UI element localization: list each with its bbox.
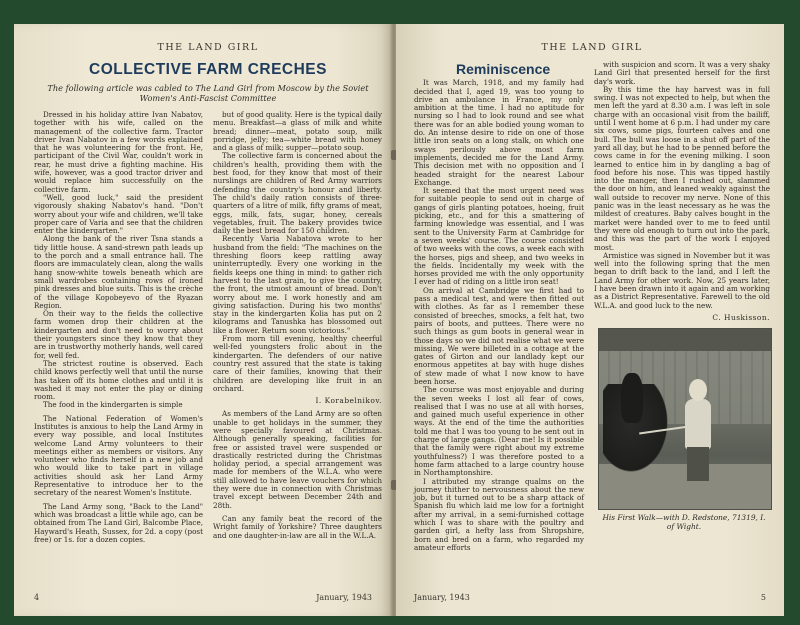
paragraph: The course was most enjoyable and during the seven weeks I lost all fear of cows, realised that I was no use at all with horses, and gained much useful experience in other ways. At the end of the time the authorities told me that I was too young to be sent out in charge of large gangs. (Dear me! Is it possible that the family were right about my extreme youthfulness?) I was therefore posted to a home farm attached to a large country house in Northamptonshire.: [414, 385, 584, 478]
paragraph: but of good quality. Here is the typical daily menu. Breakfast—a glass of milk and white bread; dinner—meat, potato soup, milk porridge, jelly; tea—white bread with honey and a glass of milk; supper—potato soup.: [213, 110, 382, 153]
running-head: THE LAND GIRL: [157, 42, 259, 53]
article-intro: The following article was cabled to The Land Girl from Moscow by the Soviet Women's Anti-Fascist Committee: [47, 83, 369, 103]
land-girl-photo: [598, 328, 772, 510]
page-number: 5: [760, 593, 766, 602]
photo-girl: [685, 399, 711, 449]
paragraph: By this time the hay harvest was in full swing. I was not expected to help, but when the men left the yard at 8.30 a.m. I was left in sole charge with an occasional visit from the bailiff, until I went home at 6 p.m. I had under my care six cows, some pigs, fourteen calves and one bull. The bull was loose in a shut off part of the yard all day, but he had to be penned before the cows came in for the evening milking. I soon learned to entice him in by dangling a bag of food before his nose. This was tipped hastily into the manger, then I rushed out, slammed the door on him, and leaned weakly against the wall outside to recover my nerve. None of this panic was in the least necessary as he was the mildest of creatures. Baby calves bought in the market were handed over to me to feed until they were old enough to turn out into the park, and this was the part of the work I enjoyed most.: [594, 84, 770, 252]
column-2: [594, 61, 770, 552]
author-signature: I. Korabelnikov.: [315, 396, 382, 406]
page-number: 4: [34, 593, 40, 602]
paragraph: Armistice was signed in November but it was well into the following spring that the men began to drift back to the land, and I left the Land Army for other work. Now, 25 years later, I have been drawn into it again and am working as a District Representative. Farewell to the old W.L.A. and good luck to the new.: [594, 250, 770, 310]
paragraph: "Well, good luck," said the president vigorously shaking Nabatov's hand. "Don't worry about your wife and children, we'll take proper care of Varia and see that the children enter the kindergarten.": [34, 192, 203, 236]
photo-girl-legs: [687, 447, 709, 481]
paragraph: The collective farm is concerned about the children's health, providing them with the best food, for they know that most of their nurslings are children of Red Army warriors defending the country's honour and liberty. The child's daily ration consists of three-quarters of a litre of milk, fifty grams of meat, eggs, milk, fats, sugar, honey, cereals vegetables, fruit. The bakery provides twice daily the best bread for 150 children.: [213, 151, 382, 236]
page-date: January, 1943: [316, 593, 372, 602]
paragraph: Dressed in his holiday attire Ivan Nabatov, together with his wife, called on the management of the collective farm. Tractor driver Ivan Nabatov in a few words explained that he was volunteering for the front. He, participant of the Civil War, couldn't work in rear, he must drive a fighting machine. His wife, however, was a good tractor driver and would replace him successfully on the collective farm.: [34, 110, 203, 194]
paragraph: with suspicion and scorn. It was a very shaky Land Girl that presented herself for the first day's work.: [594, 60, 770, 86]
column-1: [414, 61, 584, 552]
article-title: Reminiscence: [456, 61, 551, 77]
paragraph: As members of the Land Army are so often unable to get holidays in the summer, they were specially favoured at Christmas. Although generally speaking, facilities for free or assisted travel were suspended or drastically restricted during the Christmas holiday period, a special arrangement was made for members of the W.L.A. who were still allowed to have leave vouchers for which they were due in connection with Christmas travel except between December 24th and 28th.: [213, 409, 382, 510]
article-title: COLLECTIVE FARM CRECHES: [89, 61, 327, 78]
paragraph: It was March, 1918, and my family had decided that I, aged 19, was too young to drive an ambulance in France, my only ambition at the time. I had no aptitude for nursing so I had to look round and see what there was for an able bodied young woman to do. An intense desire to ride on one of those little iron seats on a long stalk, on which one sways perilously above most farm implements, decided me for the Land Army. This decision met with no opposition and I headed straight for the nearest Labour Exchange.: [414, 78, 584, 187]
left-page: [14, 24, 392, 616]
paragraph: It seemed that the most urgent need was for suitable people to send out in charge of gangs of girls planting potatoes, hoeing, fruit picking, etc., and for this a smattering of farming knowledge was essential, and I was sent to the University Farm at Cambridge for a seven weeks' course. The course consisted of two weeks with the cows, a week each with the horses, pigs and sheep, and two weeks in the fields. Incidentally my week with the horses provided me with the only opportunity I ever had of riding on a little iron seat!: [414, 186, 584, 287]
running-head: THE LAND GIRL: [541, 42, 643, 53]
paragraph: Can any family beat the record of the Wright family of Yorkshire? Three daughters and one daughter-in-law are all in the W.L.A.: [213, 513, 382, 540]
paragraph: Along the bank of the river Tsna stands a tidy little house. A sand-strewn path leads up to the porch and a small entrance hall. The floors are immaculately clean, along the walls hang snow-white towels beneath which are small wardrobes containing rows of ironed pink dresses and blue suits. This is the crèche of the village Kopobeyevo of the Ryazan Region.: [34, 234, 203, 310]
paragraph: I attributed my strange qualms on the journey thither to nervousness about the new job, but it turned out to be a sharp attack of Spanish flu which laid me low for a fortnight after my arrival, in a semi-furnished cottage which I was to share with the poultry and garden girl, a hefty lass from Shropshire, born and bred on a farm, who regarded my amateur efforts: [414, 476, 584, 552]
photo-figure: [598, 328, 770, 531]
paragraph: The food in the kindergarten is simple: [43, 400, 183, 410]
paragraph: The strictest routine is observed. Each child knows perfectly well that until the nurse has taken off its home clothes and until it is washed it may not enter the play or dining room.: [34, 358, 203, 402]
paragraph: From morn till evening, healthy cheerful well-fed youngsters frolic about in the kindergarten. The defenders of our native country rest assured that the state is taking care of their families, knowing that their children are developing like fruit in an orchard.: [213, 334, 382, 393]
page-date: January, 1943: [414, 593, 470, 602]
paragraph: On their way to the fields the collective farm women drop their children at the kindergarten and don't need to worry about their youngsters since they know that they are in trustworthy motherly hands, well cared for, well fed.: [34, 309, 203, 360]
paragraph: Recently Varia Nabatova wrote to her husband from the field: "The machines on the threshing floors keep rattling away uninterruptedly. Every one working in the fields keeps one thing in mind: to gather rich harvest to the last grain, to give the country, the front, the utmost amount of bread. Don't worry about me. I work honestly and am giving satisfaction. During his two months' stay in the kindergarten Kolia has put on 2 kilograms and Tanushka has blossomed out like a flower. Return soon victorious.": [213, 234, 382, 335]
photo-caption: His First Walk—with D. Redstone, 71319, I. of Wight.: [602, 513, 766, 532]
paragraph: The National Federation of Women's Institutes is anxious to help the Land Army in every way possible, and local Institutes welcome Land Army volunteers to their meetings either as members or visitors. Any volunteer who finds herself in a new job and who would like to take part in village activities should ask her Land Army Representative to introduce her to the secretary of the nearest Women's Institute.: [34, 413, 203, 498]
column-1: [34, 111, 203, 544]
photo-horse-head: [621, 373, 643, 423]
paragraph: On arrival at Cambridge we first had to pass a medical test, and were then fitted out with clothes. As far as I remember these consisted of breeches, smocks, a felt hat, two pairs of boots, and puttees. There were no such things as gum boots in general wear in those days so we did not realise what we were missing. We were billeted in a cottage at the gates of Girton and our landlady kept our enormous appetites at bay with huge dishes of stew made of what I now know to have been horse.: [414, 285, 584, 386]
article-columns: [414, 61, 770, 552]
author-signature: C. Huskisson.: [712, 312, 770, 322]
paragraph: The Land Army song, "Back to the Land" which was broadcast a little while ago, can be obtained from The Land Girl, Balcombe Place, Hayward's Heath, Sussex, for 2d. a copy (post free) or 1s. for a dozen copies.: [34, 501, 203, 544]
photo-roof: [599, 329, 771, 351]
right-page: [396, 24, 784, 616]
column-2: [213, 111, 382, 544]
article-columns: [34, 111, 382, 544]
